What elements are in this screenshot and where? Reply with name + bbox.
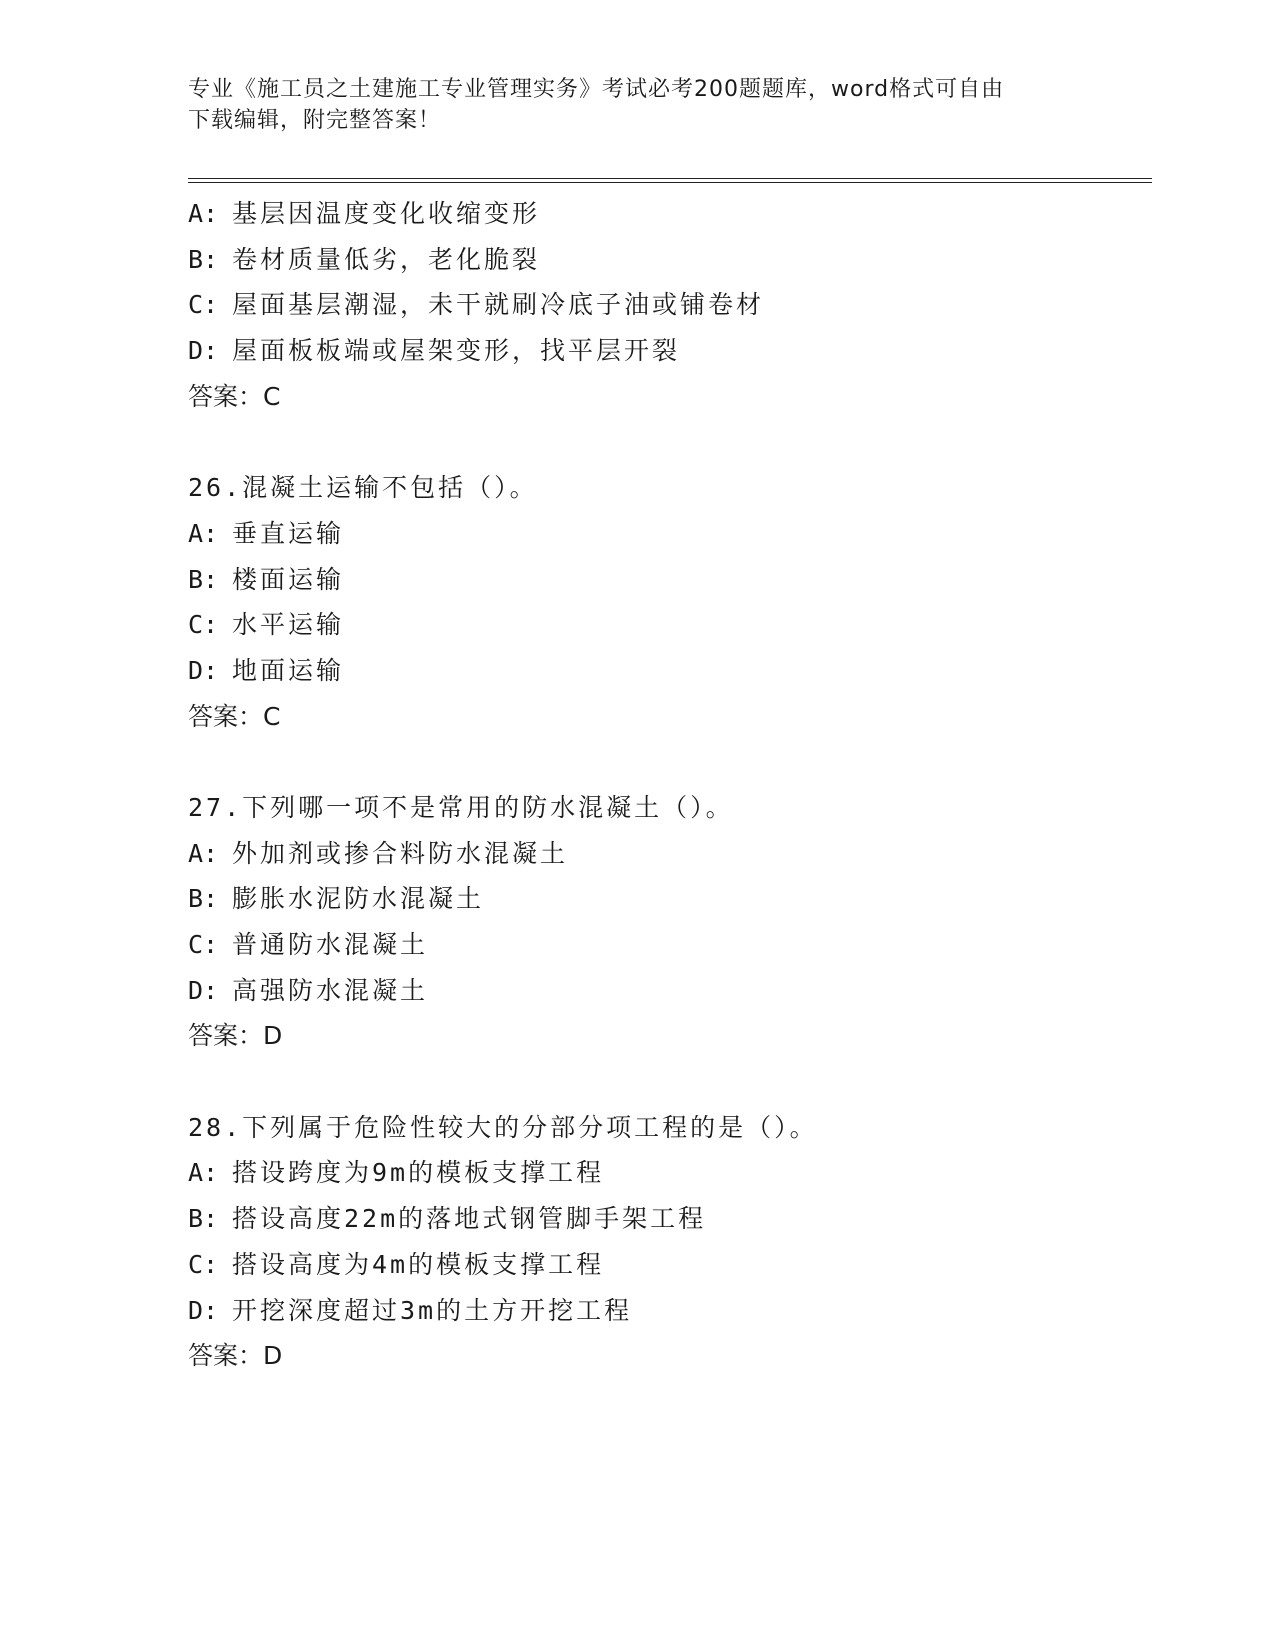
option-label: A:	[188, 199, 219, 228]
option-text: 搭设高度为4m的模板支撑工程	[232, 1249, 605, 1279]
option-text: 高强防水混凝土	[232, 975, 429, 1005]
option-a	[188, 1150, 1148, 1196]
option-b	[188, 876, 1148, 922]
option-text: 屋面基层潮湿，未干就刷冷底子油或铺卷材	[232, 290, 765, 320]
question-text: 27.下列哪一项不是常用的防水混凝土（）。	[188, 792, 734, 822]
option-c	[188, 1242, 1148, 1288]
option-label: B:	[188, 564, 219, 594]
question-block-27	[188, 785, 1148, 1059]
option-text: 基层因温度变化收缩变形	[232, 199, 541, 228]
document-header	[188, 74, 1068, 136]
option-label: D:	[188, 655, 219, 685]
question-block-26	[188, 465, 1148, 739]
option-label: C:	[188, 290, 219, 320]
option-b	[188, 237, 1148, 283]
header-divider-top	[188, 178, 1152, 179]
option-a	[188, 191, 1148, 237]
question-content	[188, 191, 1148, 1379]
option-a	[188, 831, 1148, 877]
option-text: 搭设高度22m的落地式钢管脚手架工程	[232, 1204, 707, 1234]
option-label: D:	[188, 1295, 219, 1325]
option-text: 卷材质量低劣，老化脆裂	[232, 244, 541, 274]
answer-line: 答案：D	[188, 1341, 283, 1371]
question-block-28	[188, 1105, 1148, 1379]
spacer	[188, 419, 1148, 465]
option-label: A:	[188, 838, 219, 868]
option-label: C:	[188, 930, 219, 959]
option-d	[188, 968, 1148, 1014]
answer-line: 答案：C	[188, 381, 281, 411]
option-text: 外加剂或掺合料防水混凝土	[232, 838, 569, 868]
question-text: 28.下列属于危险性较大的分部分项工程的是（）。	[188, 1112, 818, 1142]
option-label: B:	[188, 244, 219, 274]
option-b	[188, 1196, 1148, 1242]
spacer	[188, 1059, 1148, 1105]
option-c	[188, 282, 1148, 328]
option-d	[188, 1288, 1148, 1334]
option-label: A:	[188, 518, 219, 548]
option-text: 垂直运输	[232, 518, 345, 548]
option-text: 膨胀水泥防水混凝土	[232, 884, 485, 914]
option-a	[188, 511, 1148, 557]
answer-line: 答案：C	[188, 701, 281, 731]
option-text: 地面运输	[232, 655, 345, 685]
option-label: A:	[188, 1158, 219, 1188]
option-text: 开挖深度超过3m的土方开挖工程	[232, 1295, 633, 1325]
option-label: C:	[188, 610, 219, 640]
header-line-1: 专业《施工员之土建施工专业管理实务》考试必考200题题库，word格式可自由	[188, 77, 1005, 102]
option-d	[188, 648, 1148, 694]
option-text: 楼面运输	[232, 564, 345, 594]
question-text: 26.混凝土运输不包括（）。	[188, 473, 538, 503]
header-divider-bottom	[188, 182, 1152, 183]
question-block-25	[188, 191, 1148, 419]
option-label: B:	[188, 1204, 219, 1234]
option-c	[188, 922, 1148, 968]
option-text: 屋面板板端或屋架变形，找平层开裂	[232, 336, 681, 366]
header-line-2: 下载编辑，附完整答案！	[188, 108, 442, 133]
option-text: 水平运输	[232, 610, 345, 640]
option-text: 搭设跨度为9m的模板支撑工程	[232, 1158, 605, 1188]
option-label: D:	[188, 975, 219, 1005]
spacer	[188, 739, 1148, 785]
option-label: B:	[188, 884, 219, 914]
option-c	[188, 602, 1148, 648]
option-label: D:	[188, 336, 219, 366]
answer-line: 答案：D	[188, 1021, 283, 1051]
option-d	[188, 328, 1148, 374]
option-text: 普通防水混凝土	[232, 930, 429, 959]
option-label: C:	[188, 1249, 219, 1279]
option-b	[188, 557, 1148, 603]
